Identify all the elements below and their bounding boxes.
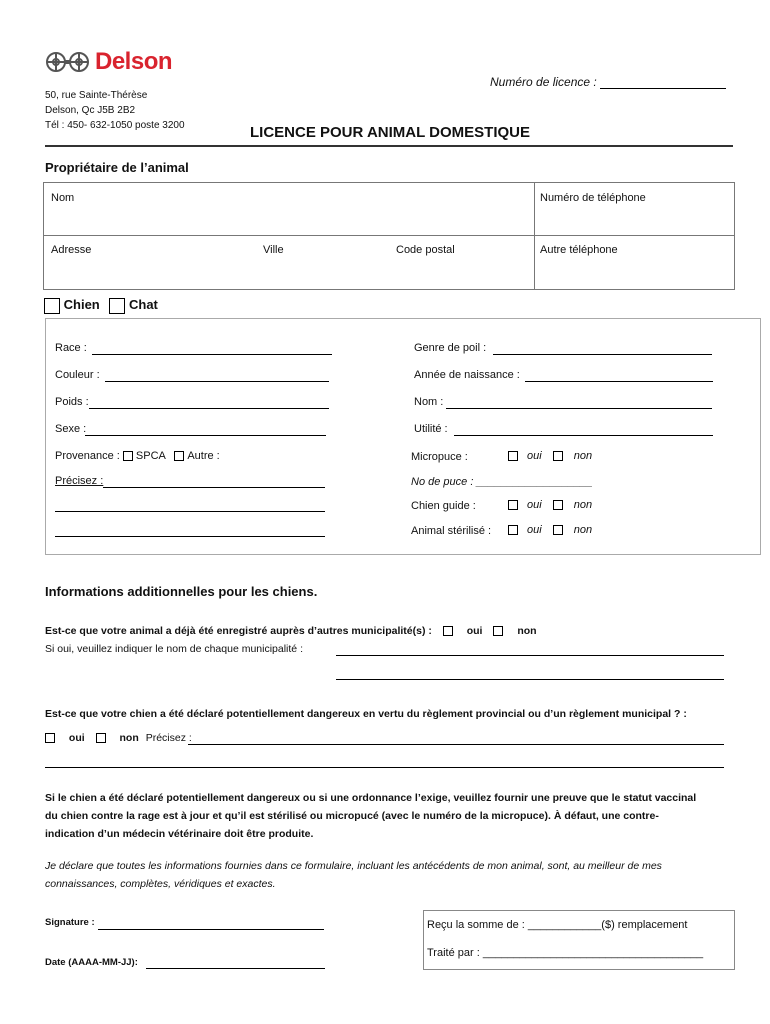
guide-dog-no-checkbox[interactable] <box>553 500 563 510</box>
guide-dog-label: Chien guide : <box>411 500 476 512</box>
q2-yes-label: oui <box>68 732 85 744</box>
owner-section-title: Propriétaire de l’animal <box>45 160 189 175</box>
sex-field[interactable] <box>85 435 326 436</box>
license-number <box>490 75 726 89</box>
cat-checkbox[interactable] <box>109 298 125 314</box>
other-origin-label: Autre : <box>187 450 220 462</box>
specify-field-1[interactable] <box>103 487 325 488</box>
license-number-field[interactable] <box>600 88 726 89</box>
declaration-block <box>45 857 735 893</box>
q1-yes-label: oui <box>466 625 483 637</box>
q2-no-label: non <box>119 732 139 744</box>
spca-checkbox[interactable] <box>123 451 133 461</box>
specify-field-2[interactable] <box>55 511 325 512</box>
owner-name-label: Nom <box>51 192 75 204</box>
color-label: Couleur : <box>55 369 100 381</box>
owner-name-input[interactable] <box>52 207 522 229</box>
weight-label: Poids : <box>55 396 89 408</box>
microchip-label: Micropuce : <box>411 451 468 463</box>
q1-text: Est-ce que votre animal a déjà été enregistré auprès d’autres municipalité(s) : <box>45 625 432 637</box>
q2-yes-checkbox[interactable] <box>45 733 55 743</box>
sterilized-options: oui non <box>508 524 592 536</box>
notice-line: indication d’un médecin vétérinaire doit être produite. <box>45 828 314 840</box>
sterilized-label: Animal stérilisé : <box>411 525 492 537</box>
guide-dog-options: oui non <box>508 499 592 511</box>
wheels-logo-icon <box>45 51 91 73</box>
processed-label[interactable]: Traité par : ____________________________________ <box>427 947 704 959</box>
owner-postal-input[interactable] <box>397 259 527 281</box>
specify-label: Précisez : <box>55 475 104 487</box>
owner-box <box>43 182 735 290</box>
owner-other-phone-label: Autre téléphone <box>540 244 618 256</box>
received-label[interactable]: Reçu la somme de : ____________($) remplacement <box>427 919 688 931</box>
q2-specify-label: Précisez : <box>145 732 192 744</box>
declaration-line: connaissances, complètes, véridiques et exactes. <box>45 878 276 890</box>
municipality-field-1[interactable] <box>336 655 724 656</box>
sterilized-yes-checkbox[interactable] <box>508 525 518 535</box>
municipality-field-2[interactable] <box>336 679 724 680</box>
q2-specify-field-2[interactable] <box>45 767 724 768</box>
address-line: Delson, Qc J5B 2B2 <box>45 105 136 116</box>
q1-row <box>45 625 537 637</box>
notice-block <box>45 789 735 843</box>
license-number-label: Numéro de licence : <box>490 75 597 89</box>
pet-name-field[interactable] <box>446 408 712 409</box>
microchip-no-checkbox[interactable] <box>553 451 563 461</box>
q2-no-checkbox[interactable] <box>96 733 106 743</box>
pet-name-label: Nom : <box>414 396 444 408</box>
dog-label: Chien <box>63 297 100 312</box>
coat-field[interactable] <box>493 354 712 355</box>
address-line: Tél : 450- 632-1050 poste 3200 <box>45 120 185 131</box>
utility-field[interactable] <box>454 435 713 436</box>
page-title: LICENCE POUR ANIMAL DOMESTIQUE <box>250 124 531 141</box>
sex-label: Sexe : <box>55 423 87 435</box>
other-origin-checkbox[interactable] <box>174 451 184 461</box>
logo <box>45 48 172 76</box>
owner-postal-label: Code postal <box>396 244 455 256</box>
address-line: 50, rue Sainte-Thérèse <box>45 90 148 101</box>
color-field[interactable] <box>105 381 329 382</box>
signature-label: Signature : <box>45 917 95 928</box>
owner-city-input[interactable] <box>264 259 389 281</box>
q1-no-label: non <box>517 625 537 637</box>
animal-type-row <box>44 297 158 314</box>
dog-checkbox[interactable] <box>44 298 60 314</box>
race-label: Race : <box>55 342 87 354</box>
animal-details-box <box>45 318 761 555</box>
owner-address-label: Adresse <box>51 244 92 256</box>
notice-line: du chien contre la rage est à jour et qu’il est stérilisé ou micropucé (avec le numéro de la micropuce). À défaut, une contre- <box>45 810 659 822</box>
owner-other-phone-input[interactable] <box>541 259 726 281</box>
title-divider <box>45 145 733 147</box>
dogs-section-title: Informations additionnelles pour les chiens. <box>45 584 318 599</box>
notice-line: Si le chien a été déclaré potentiellement dangereux ou si une ordonnance l’exige, veuillez fournir une preuve que le statut vaccinal <box>45 792 697 804</box>
specify-field-3[interactable] <box>55 536 325 537</box>
race-field[interactable] <box>92 354 332 355</box>
spca-label: SPCA <box>135 450 166 462</box>
office-use-box <box>423 910 735 970</box>
q1-no-checkbox[interactable] <box>493 626 503 636</box>
weight-field[interactable] <box>89 408 329 409</box>
q2-text: Est-ce que votre chien a été déclaré potentiellement dangereux en vertu du règlement provincial ou d’un règlement municipal ? : <box>45 708 687 720</box>
microchip-options: oui non <box>508 450 592 462</box>
q1-yes-checkbox[interactable] <box>443 626 453 636</box>
owner-city-label: Ville <box>263 244 284 256</box>
birth-year-field[interactable] <box>525 381 713 382</box>
q2-row <box>45 732 192 744</box>
origin-label: Provenance : <box>55 450 120 462</box>
logo-text: Delson <box>95 48 173 75</box>
owner-address-input[interactable] <box>52 259 252 281</box>
microchip-yes-checkbox[interactable] <box>508 451 518 461</box>
owner-phone-label: Numéro de téléphone <box>540 192 646 204</box>
signature-field[interactable] <box>98 929 324 930</box>
q2-specify-field[interactable] <box>188 744 724 745</box>
date-field[interactable] <box>146 968 325 969</box>
sterilized-no-checkbox[interactable] <box>553 525 563 535</box>
q1-follow-label: Si oui, veuillez indiquer le nom de chaque municipalité : <box>45 643 303 655</box>
origin-row <box>55 450 220 462</box>
birth-year-label: Année de naissance : <box>414 369 520 381</box>
utility-label: Utilité : <box>414 423 448 435</box>
date-label: Date (AAAA-MM-JJ): <box>45 957 138 968</box>
coat-label: Genre de poil : <box>414 342 487 354</box>
address-block <box>45 88 185 133</box>
cat-label: Chat <box>129 297 158 312</box>
guide-dog-yes-checkbox[interactable] <box>508 500 518 510</box>
chip-number-label[interactable]: No de puce : ___________________ <box>411 476 593 488</box>
owner-phone-input[interactable] <box>541 207 726 229</box>
declaration-line: Je déclare que toutes les informations fournies dans ce formulaire, incluant les antécédents de mon animal, sont, au meilleur de mes <box>45 860 662 872</box>
